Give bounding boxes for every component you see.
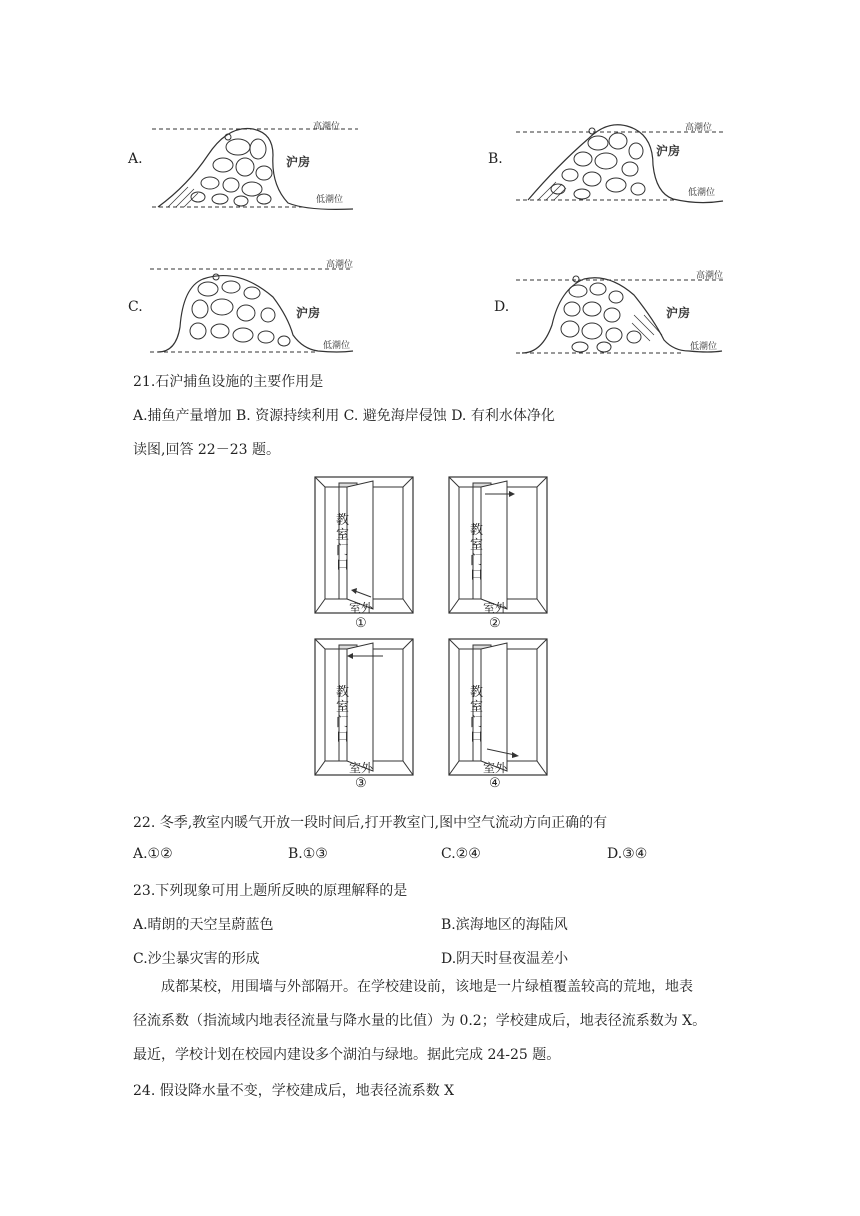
- option-letter: C.: [128, 299, 143, 315]
- q22-option-a: A.①②: [133, 846, 173, 862]
- door-text: 教室门口: [470, 685, 484, 745]
- option-b-figure: [488, 115, 733, 220]
- low-tide-label: 低潮位: [690, 342, 718, 352]
- low-tide-label: 低潮位: [323, 341, 351, 351]
- option-c-figure: [128, 257, 368, 362]
- outside-label: 室外: [483, 601, 508, 615]
- weir-diagram: [128, 257, 368, 362]
- option-letter: A.: [128, 151, 143, 167]
- door-text: 教室门口: [336, 513, 350, 573]
- q22-option-b: B.①③: [288, 846, 328, 862]
- house-label: 沪房: [666, 306, 691, 320]
- q22-stem: 22. 冬季,教室内暖气开放一段时间后,打开教室门,图中空气流动方向正确的有: [133, 815, 608, 831]
- intro-22-23: 读图,回答 22－23 题。: [133, 442, 280, 458]
- panel-number: ②: [489, 616, 501, 631]
- outside-label: 室外: [349, 761, 374, 775]
- panel-number: ①: [355, 616, 367, 631]
- weir-diagram: [488, 115, 733, 220]
- option-d-figure: [494, 265, 734, 365]
- q21-options: A.捕鱼产量增加 B. 资源持续利用 C. 避免海岸侵蚀 D. 有利水体净化: [133, 408, 555, 424]
- q22-option-c: C.②④: [441, 846, 481, 862]
- high-tide-label: 高潮位: [313, 122, 341, 132]
- q22-option-d: D.③④: [607, 846, 648, 862]
- door-panel-4: [445, 635, 555, 795]
- option-letter: B.: [488, 151, 503, 167]
- passage-line-3: 最近，学校计划在校园内建设多个湖泊与绿地。据此完成 24-25 题。: [133, 1047, 561, 1063]
- panel-number: ④: [489, 776, 501, 791]
- passage-line-1: 成都某校，用围墙与外部隔开。在学校建设前，该地是一片绿植覆盖较高的荒地，地表: [161, 979, 693, 995]
- q23-option-a: A.晴朗的天空呈蔚蓝色: [133, 917, 274, 933]
- q23-option-c: C.沙尘暴灾害的形成: [133, 951, 260, 967]
- weir-diagram: [494, 265, 734, 365]
- door-text: 教室门口: [470, 523, 484, 583]
- q21-stem: 21.石沪捕鱼设施的主要作用是: [133, 374, 324, 390]
- weir-diagram: [128, 115, 368, 220]
- outside-label: 室外: [349, 601, 374, 615]
- option-letter: D.: [494, 299, 510, 315]
- q23-stem: 23.下列现象可用上题所反映的原理解释的是: [133, 883, 408, 899]
- door-text: 教室门口: [336, 685, 350, 745]
- passage-line-2: 径流系数（指流域内地表径流量与降水量的比值）为 0.2；学校建成后，地表径流系数为 X。: [133, 1013, 707, 1029]
- door-panel-3: [311, 635, 421, 795]
- high-tide-label: 高潮位: [696, 271, 724, 281]
- house-label: 沪房: [286, 155, 311, 169]
- outside-label: 室外: [483, 761, 508, 775]
- door-panel-2: [445, 473, 555, 635]
- house-label: 沪房: [296, 306, 321, 320]
- option-a-figure: [128, 115, 368, 220]
- low-tide-label: 低潮位: [688, 188, 716, 198]
- high-tide-label: 高潮位: [685, 123, 713, 133]
- panel-number: ③: [355, 776, 367, 791]
- q23-option-d: D.阴天时昼夜温差小: [441, 951, 569, 967]
- q24-stem: 24. 假设降水量不变，学校建成后，地表径流系数 X: [133, 1083, 455, 1099]
- high-tide-label: 高潮位: [326, 260, 354, 270]
- house-label: 沪房: [656, 144, 681, 158]
- low-tide-label: 低潮位: [316, 195, 344, 205]
- q23-option-b: B.滨海地区的海陆风: [441, 917, 568, 933]
- door-panel-1: [311, 473, 421, 635]
- door-figure: [311, 473, 556, 793]
